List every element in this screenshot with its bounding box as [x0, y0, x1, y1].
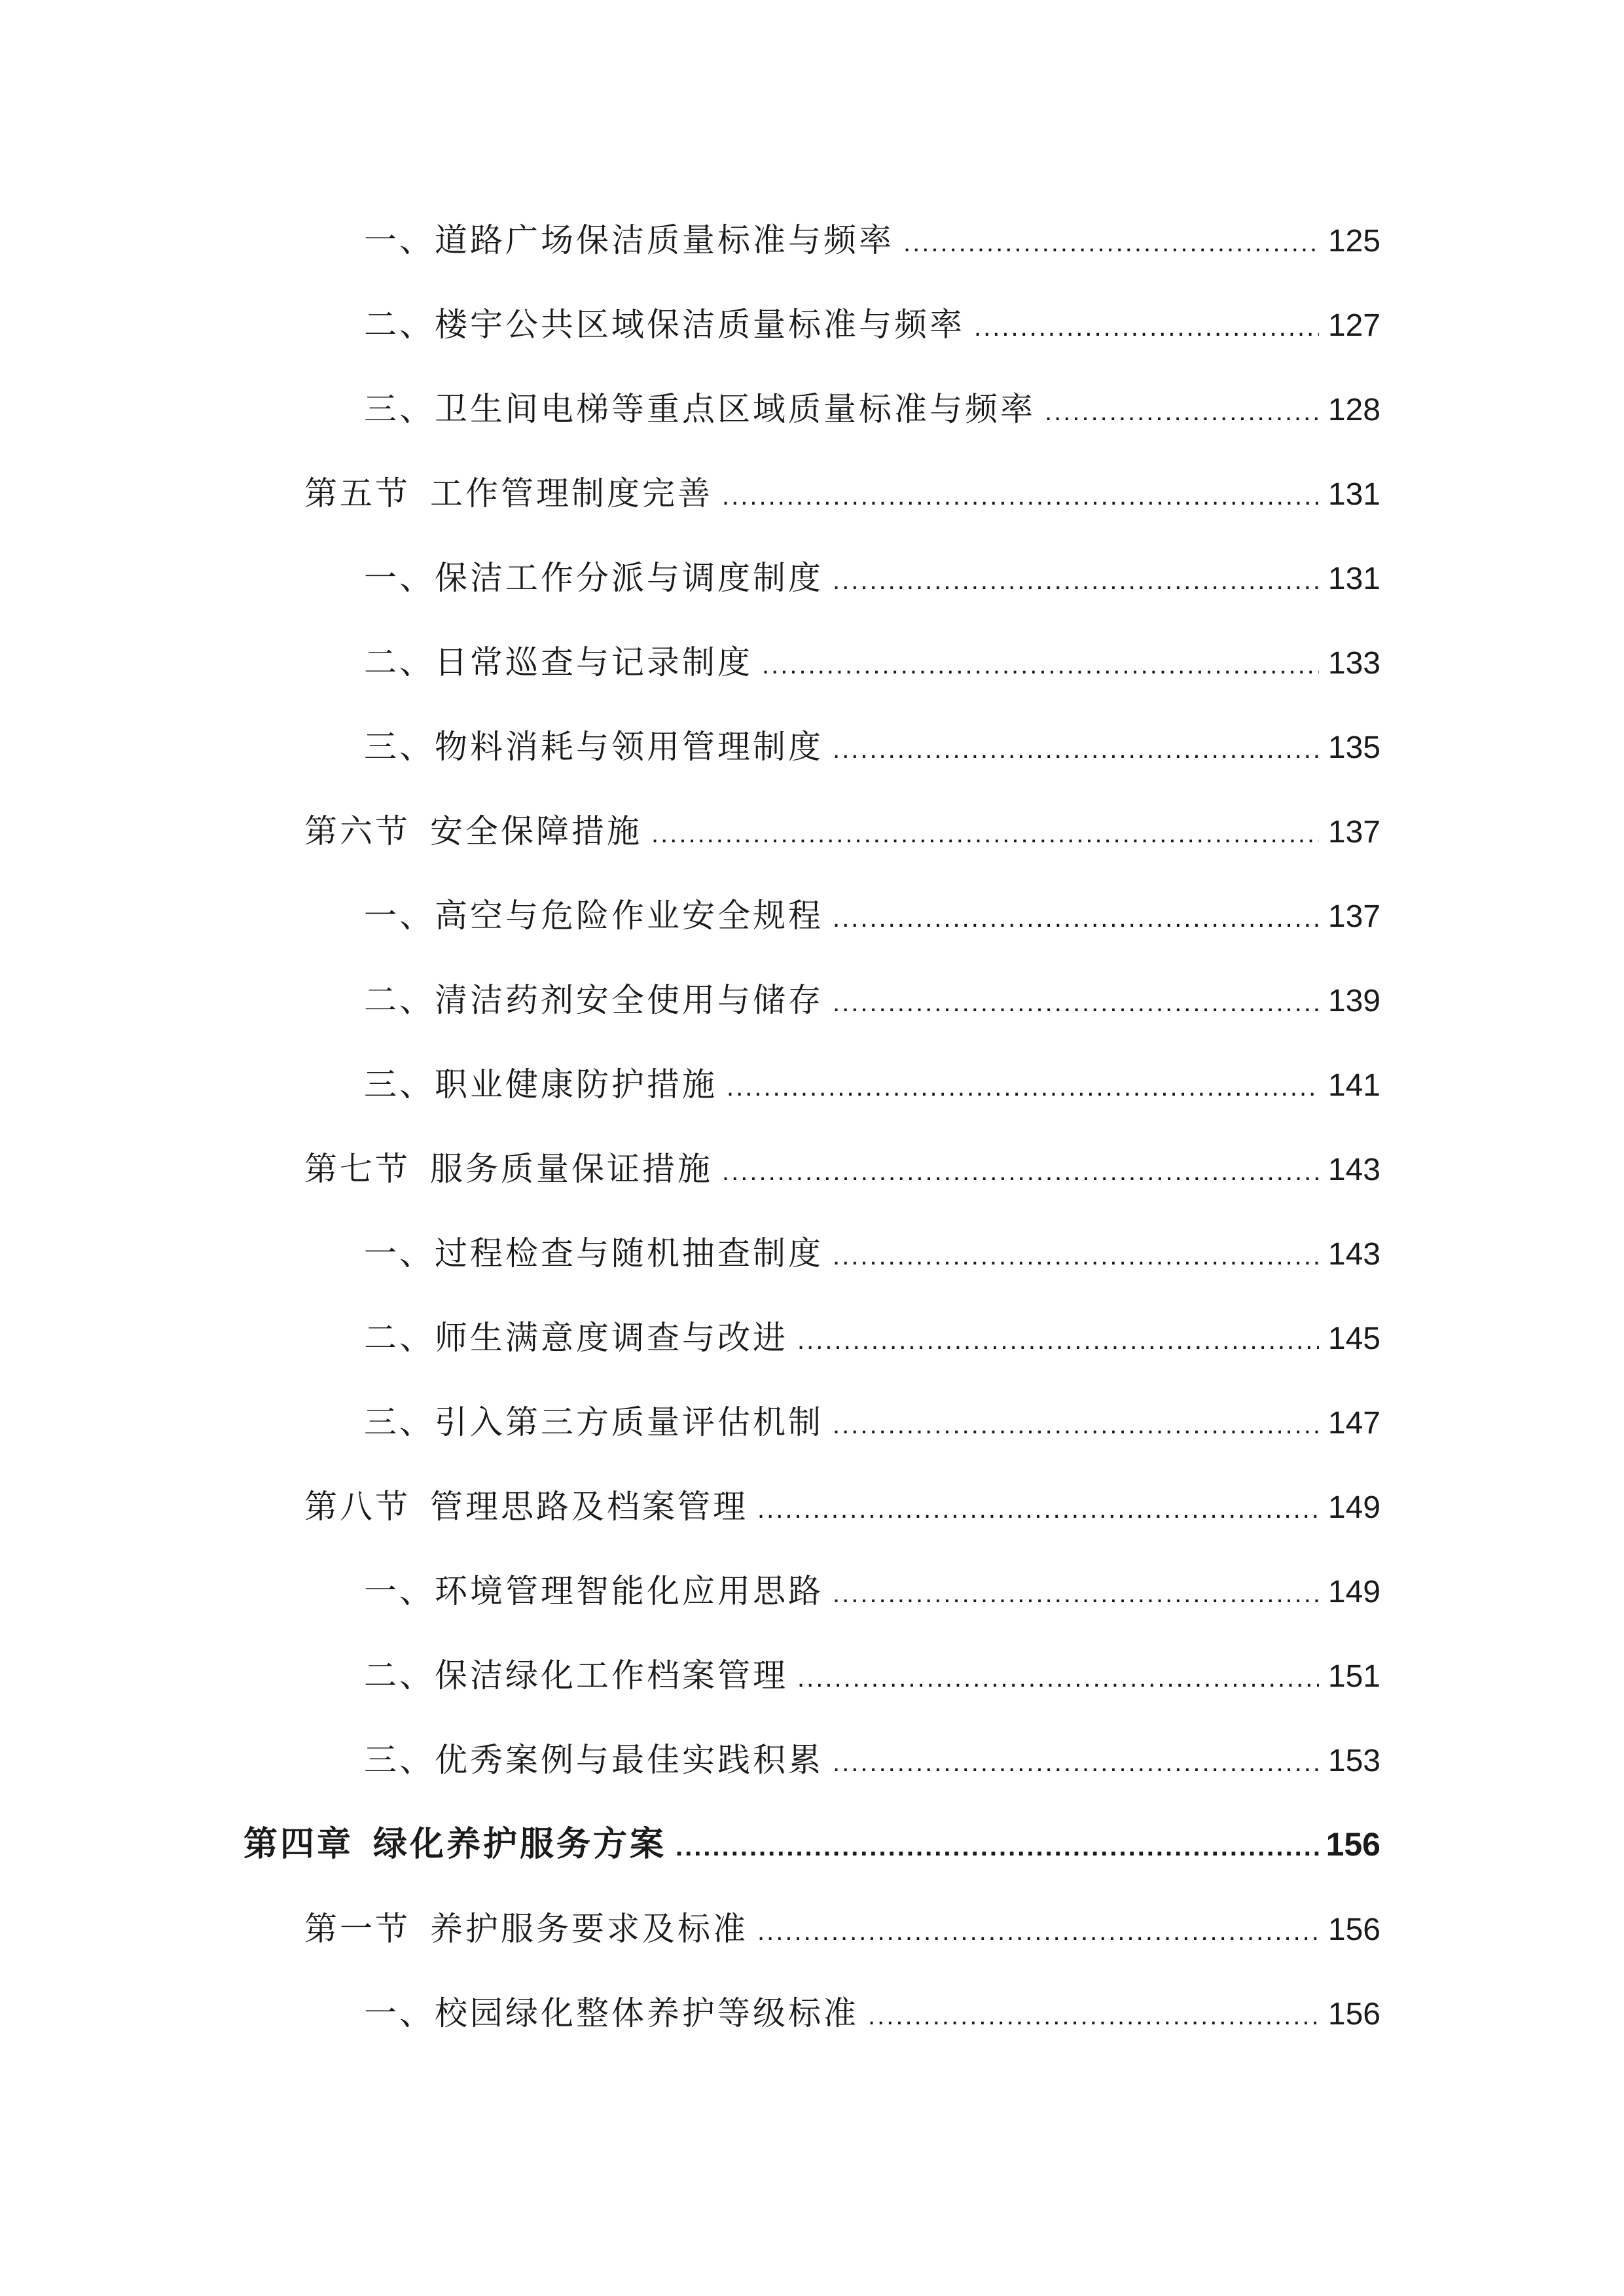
toc-page-number: 128 — [1327, 393, 1380, 427]
toc-page-number: 141 — [1327, 1068, 1380, 1103]
toc-leader-dots — [757, 1909, 1319, 1954]
toc-entry-title: 一、高空与危险作业安全规程 — [364, 897, 823, 935]
toc-leader-dots — [974, 304, 1319, 350]
toc-page-number: 143 — [1327, 1153, 1380, 1187]
toc-page-number: 149 — [1327, 1575, 1380, 1609]
toc-section-label: 工作管理制度完善 — [430, 475, 713, 512]
toc-entry[interactable] — [364, 1568, 1380, 1614]
toc-entry-title — [304, 1146, 713, 1192]
toc-section-label: 服务质量保证措施 — [430, 1150, 713, 1188]
toc-entry[interactable] — [364, 1062, 1380, 1107]
toc-entry-title — [304, 808, 642, 854]
toc-leader-dots — [833, 980, 1319, 1026]
toc-entry-title: 二、楼宇公共区域保洁质量标准与频率 — [364, 306, 965, 344]
toc-section-entry[interactable] — [304, 1484, 1380, 1530]
toc-section-entry[interactable] — [304, 1906, 1380, 1952]
toc-section-entry[interactable] — [304, 1146, 1380, 1192]
toc-entry-title: 三、引入第三方质量评估机制 — [364, 1403, 823, 1441]
toc-section-label: 养护服务要求及标准 — [430, 1910, 748, 1948]
toc-entry[interactable] — [364, 1315, 1380, 1361]
toc-section-number: 第七节 — [304, 1150, 410, 1188]
toc-entry-title: 一、环境管理智能化应用思路 — [364, 1572, 823, 1610]
toc-entry-title: 一、过程检查与随机抽查制度 — [364, 1234, 823, 1272]
toc-section-label: 管理思路及档案管理 — [430, 1488, 748, 1526]
toc-entry[interactable] — [364, 302, 1380, 348]
toc-entry-title — [244, 1821, 666, 1867]
toc-page-number: 149 — [1327, 1490, 1380, 1525]
toc-leader-dots — [757, 1486, 1319, 1532]
toc-section-number: 第八节 — [304, 1488, 410, 1526]
toc-leader-dots — [797, 1318, 1319, 1363]
toc-entry-title: 三、优秀案例与最佳实践积累 — [364, 1741, 823, 1779]
toc-section-label: 安全保障措施 — [430, 812, 642, 850]
toc-entry[interactable] — [364, 893, 1380, 939]
toc-leader-dots — [797, 1655, 1319, 1701]
toc-section-entry[interactable] — [304, 808, 1380, 854]
toc-page-number: 156 — [1326, 1826, 1380, 1863]
toc-leader-dots — [833, 1233, 1319, 1279]
toc-entry[interactable] — [364, 724, 1380, 770]
toc-section-number: 第六节 — [304, 812, 410, 850]
toc-leader-dots — [651, 811, 1319, 857]
toc-page-number: 127 — [1327, 308, 1380, 343]
toc-entry-title: 二、师生满意度调查与改进 — [364, 1319, 788, 1357]
toc-entry[interactable] — [364, 977, 1380, 1023]
toc-section-entry[interactable] — [304, 471, 1380, 516]
toc-leader-dots — [833, 895, 1319, 941]
toc-entry[interactable] — [364, 386, 1380, 432]
toc-leader-dots — [833, 1402, 1319, 1448]
toc-leader-dots — [762, 642, 1319, 688]
toc-leader-dots — [722, 1149, 1319, 1194]
toc-entry[interactable] — [364, 1990, 1380, 2036]
toc-page-number: 137 — [1327, 815, 1380, 850]
toc-entry-title: 三、物料消耗与领用管理制度 — [364, 728, 823, 766]
toc-page-number: 145 — [1327, 1321, 1380, 1356]
toc-page-number: 125 — [1327, 224, 1380, 259]
toc-entry-title: 一、校园绿化整体养护等级标准 — [364, 1994, 859, 2032]
toc-section-number: 第一节 — [304, 1910, 410, 1948]
toc-entry-title: 二、日常巡查与记录制度 — [364, 643, 753, 681]
toc-page-number: 151 — [1327, 1659, 1380, 1694]
toc-leader-dots — [727, 1064, 1319, 1110]
toc-entry-title — [304, 471, 713, 516]
toc-page-number: 135 — [1327, 730, 1380, 765]
toc-entry-title: 一、道路广场保洁质量标准与频率 — [364, 221, 894, 259]
toc-chapter-number: 第四章 — [244, 1824, 354, 1864]
toc-chapter-label: 绿化养护服务方案 — [373, 1824, 667, 1864]
toc-entry-title: 二、保洁绿化工作档案管理 — [364, 1657, 788, 1695]
toc-page-number: 139 — [1327, 984, 1380, 1018]
toc-leader-dots — [833, 558, 1319, 603]
toc-leader-dots — [1045, 389, 1319, 435]
toc-leader-dots — [903, 220, 1319, 266]
toc-leader-dots — [722, 473, 1319, 519]
toc-entry-title: 二、清洁药剂安全使用与储存 — [364, 981, 823, 1019]
toc-entry-title: 一、保洁工作分派与调度制度 — [364, 559, 823, 597]
toc-leader-dots — [833, 1740, 1319, 1785]
toc-entry-title — [304, 1484, 748, 1530]
toc-page-number: 156 — [1327, 1912, 1380, 1947]
toc-leader-dots — [833, 726, 1319, 772]
toc-page-number: 137 — [1327, 899, 1380, 934]
toc-page-number: 133 — [1327, 646, 1380, 681]
toc-page-number: 156 — [1327, 1997, 1380, 2032]
toc-leader-dots — [676, 1824, 1319, 1870]
toc-page-number: 131 — [1327, 562, 1380, 596]
toc-entry[interactable] — [364, 1653, 1380, 1698]
toc-entry-title — [304, 1906, 748, 1952]
toc-page-number: 143 — [1327, 1237, 1380, 1272]
toc-entry-title: 三、职业健康防护措施 — [364, 1066, 717, 1103]
toc-entry[interactable] — [364, 217, 1380, 263]
toc-page-number: 131 — [1327, 477, 1380, 512]
toc-entry[interactable] — [364, 1737, 1380, 1783]
toc-section-number: 第五节 — [304, 475, 410, 512]
toc-leader-dots — [833, 1571, 1319, 1617]
toc-leader-dots — [868, 1993, 1319, 2039]
toc-entry[interactable] — [364, 639, 1380, 685]
toc-entry[interactable] — [364, 1399, 1380, 1445]
toc-page-number: 153 — [1327, 1744, 1380, 1778]
toc-page-number: 147 — [1327, 1406, 1380, 1441]
toc-entry[interactable] — [364, 1230, 1380, 1276]
toc-entry[interactable] — [364, 555, 1380, 601]
toc-chapter-entry[interactable] — [244, 1821, 1380, 1867]
toc-entry-title: 三、卫生间电梯等重点区域质量标准与频率 — [364, 390, 1036, 428]
